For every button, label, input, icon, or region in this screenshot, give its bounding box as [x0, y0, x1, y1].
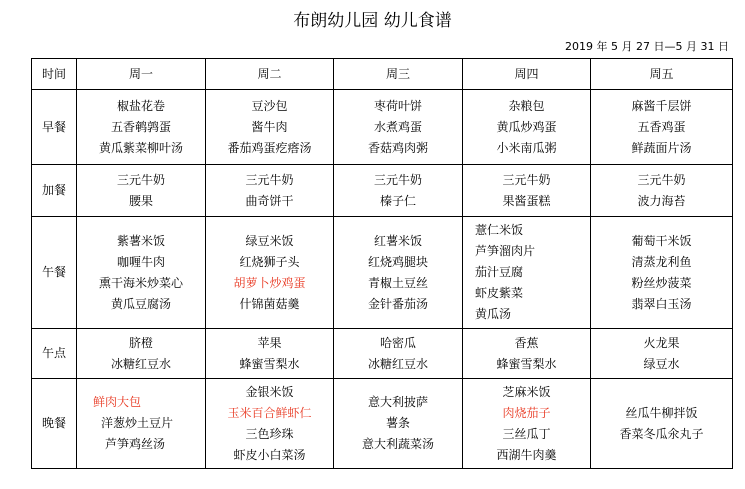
dish: 三元牛奶: [637, 172, 686, 187]
dish: 金银米饭: [245, 384, 294, 399]
header-time: 时间: [32, 59, 77, 90]
dish: 芦笋溜肉片: [475, 244, 536, 258]
dish: 红烧狮子头: [239, 254, 300, 269]
dish: 意大利披萨: [367, 395, 428, 409]
menu-cell: [77, 165, 206, 217]
table-row-afternoon-snack: [32, 329, 733, 379]
dish: 杂粮包: [508, 98, 545, 113]
menu-cell: [591, 165, 733, 217]
dish: 香蕉: [514, 335, 539, 350]
dish: 小米南瓜粥: [496, 140, 557, 155]
menu-cell: [206, 329, 334, 379]
header-row: [32, 59, 733, 90]
meal-time-label: 加餐: [32, 165, 77, 217]
header-monday: 周一: [77, 59, 206, 90]
menu-cell: [77, 90, 206, 165]
meal-time-label: 晚餐: [32, 379, 77, 469]
menu-cell: [463, 165, 591, 217]
dish: 薯条: [385, 416, 410, 430]
dish: 麻酱千层饼: [631, 98, 692, 113]
dish: 芝麻米饭: [502, 384, 551, 399]
header-tuesday: 周二: [206, 59, 334, 90]
menu-cell: [591, 217, 733, 329]
header-friday: 周五: [591, 59, 733, 90]
menu-cell: [334, 90, 463, 165]
dish: 蜂蜜雪梨水: [239, 356, 300, 371]
dish: 翡翠白玉汤: [631, 296, 692, 311]
meal-time-label: 午点: [32, 329, 77, 379]
dish: 波力海苔: [637, 193, 686, 208]
menu-cell: [463, 379, 591, 469]
dish: 椒盐花卷: [116, 98, 165, 113]
dish: 紫薯米饭: [116, 233, 165, 248]
dish: 五香鸡蛋: [637, 119, 686, 134]
menu-cell: [463, 329, 591, 379]
dish: 果酱蛋糕: [502, 193, 551, 208]
header-thursday: 周四: [463, 59, 591, 90]
dish: 什锦菌菇羹: [239, 296, 300, 311]
dish: 苹果: [257, 335, 282, 350]
dish: 脐橙: [128, 335, 153, 350]
dish: 香菇鸡肉粥: [367, 140, 428, 155]
dish: 咖喱牛肉: [116, 254, 165, 269]
table-row-breakfast: [32, 90, 733, 165]
dish-highlighted: 肉烧茄子: [502, 405, 551, 420]
dish: 丝瓜牛柳拌饭: [625, 405, 698, 420]
dish: 三色珍珠: [245, 426, 294, 441]
dish: 绿豆水: [643, 356, 680, 371]
dish: 芦笋鸡丝汤: [105, 437, 166, 451]
menu-cell: [334, 329, 463, 379]
date-range: 2019 年 5 月 27 日—5 月 31 日: [565, 40, 729, 53]
dish: 三元牛奶: [116, 172, 165, 187]
dish: 黄瓜汤: [475, 307, 512, 321]
menu-cell: [463, 90, 591, 165]
dish: 蜂蜜雪梨水: [496, 356, 557, 371]
dish: 腰果: [128, 193, 153, 208]
menu-cell: [334, 379, 463, 469]
dish: 清蒸龙利鱼: [631, 254, 692, 269]
menu-cell: [591, 379, 733, 469]
dish: 虾皮紫菜: [475, 286, 524, 300]
meal-time-label: 早餐: [32, 90, 77, 165]
dish: 番茄鸡蛋疙瘩汤: [227, 140, 312, 155]
dish: 榛子仁: [379, 193, 416, 208]
dish: 枣荷叶饼: [373, 98, 422, 113]
dish-highlighted: 玉米百合鲜虾仁: [227, 405, 312, 420]
dish-highlighted: 胡萝卜炒鸡蛋: [233, 275, 306, 290]
menu-cell: [206, 217, 334, 329]
dish: 三丝瓜丁: [502, 426, 551, 441]
dish: 哈密瓜: [379, 335, 416, 350]
menu-cell: [206, 379, 334, 469]
menu-cell: [591, 90, 733, 165]
dish: 虾皮小白菜汤: [233, 447, 306, 462]
dish: 红薯米饭: [373, 233, 422, 248]
dish: 三元牛奶: [245, 172, 294, 187]
dish: 红烧鸡腿块: [367, 254, 428, 269]
menu-cell: [77, 217, 206, 329]
dish: 洋葱炒土豆片: [101, 416, 174, 430]
dish: 豆沙包: [251, 98, 288, 113]
dish: 绿豆米饭: [245, 233, 294, 248]
header-wednesday: 周三: [334, 59, 463, 90]
menu-cell: [591, 329, 733, 379]
meal-time-label: 午餐: [32, 217, 77, 329]
dish: 香菜冬瓜氽丸子: [619, 426, 704, 441]
dish: 青椒土豆丝: [367, 275, 428, 290]
table-row-snack: [32, 165, 733, 217]
menu-cell: [206, 165, 334, 217]
dish: 葡萄干米饭: [631, 233, 692, 248]
menu-cell: [77, 379, 206, 469]
dish: 茄汁豆腐: [475, 265, 524, 279]
dish: 黄瓜豆腐汤: [110, 296, 171, 311]
menu-cell: [77, 329, 206, 379]
menu-cell: [206, 90, 334, 165]
dish: 意大利蔬菜汤: [361, 437, 434, 451]
dish: 西湖牛肉羹: [496, 447, 557, 462]
dish: 薏仁米饭: [475, 223, 524, 237]
menu-cell: [463, 217, 591, 329]
table-row-dinner: [32, 379, 733, 469]
dish: 三元牛奶: [373, 172, 422, 187]
dish: 冰糖红豆水: [110, 356, 171, 371]
dish: 金针番茄汤: [367, 296, 428, 311]
dish: 冰糖红豆水: [367, 356, 428, 371]
dish: 酱牛肉: [251, 119, 288, 134]
dish: 黄瓜炒鸡蛋: [496, 119, 557, 134]
page-title: 布朗幼儿园 幼儿食谱: [293, 11, 452, 31]
dish: 水煮鸡蛋: [373, 119, 422, 134]
dish: 曲奇饼干: [245, 193, 294, 208]
dish: 粉丝炒菠菜: [631, 275, 692, 290]
dish: 熏干海米炒菜心: [98, 275, 183, 290]
dish: 黄瓜紫菜柳叶汤: [98, 140, 183, 155]
menu-table: [31, 58, 733, 469]
dish: 三元牛奶: [502, 172, 551, 187]
dish: 火龙果: [643, 335, 680, 350]
dish-highlighted: 鲜肉大包: [93, 395, 142, 409]
menu-cell: [334, 165, 463, 217]
table-row-lunch: [32, 217, 733, 329]
dish: 五香鹌鹑蛋: [110, 119, 171, 134]
dish: 鲜蔬面片汤: [631, 140, 692, 155]
menu-cell: [334, 217, 463, 329]
